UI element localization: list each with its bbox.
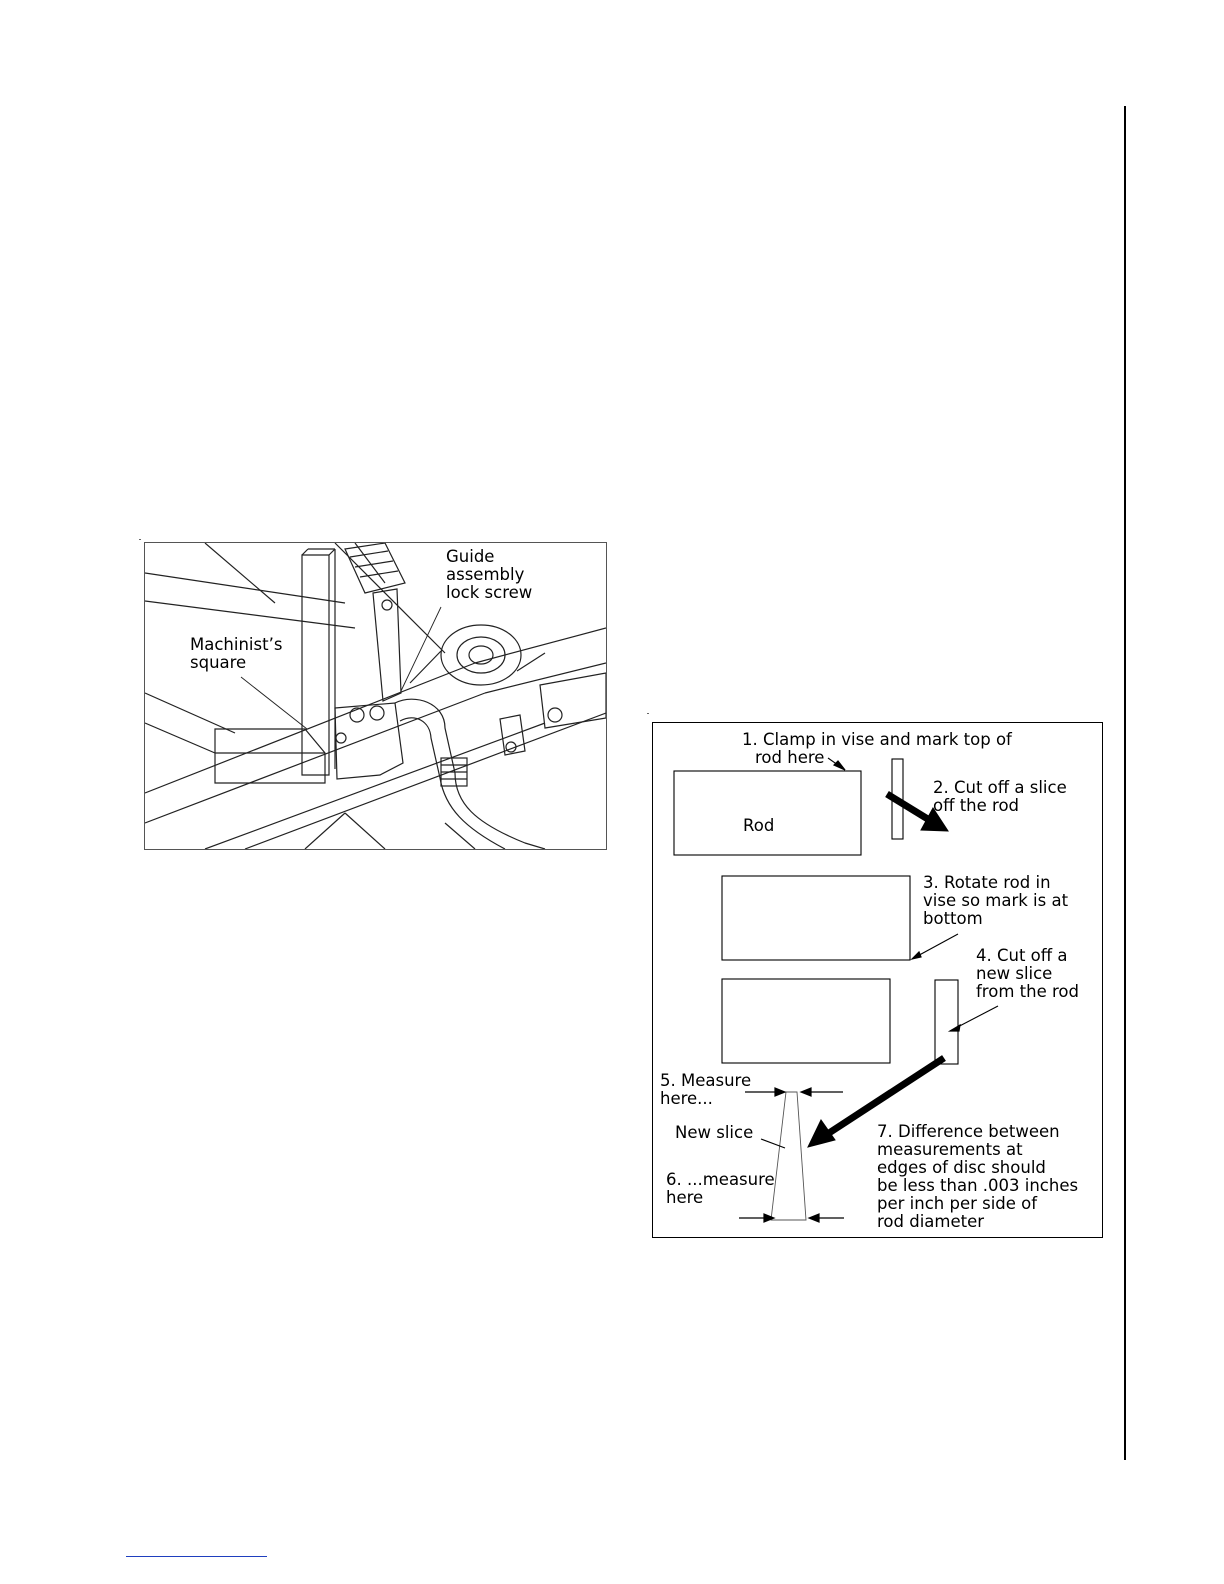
step7-line: rod diameter: [877, 1212, 985, 1231]
guide-label-line: lock screw: [446, 583, 533, 602]
rod-label: Rod: [743, 816, 775, 835]
new-slice-label: New slice: [675, 1123, 754, 1142]
step3-line: bottom: [923, 909, 983, 928]
step5-line: here...: [660, 1089, 713, 1108]
step4-line: from the rod: [976, 982, 1079, 1001]
step3-line: vise so mark is at: [923, 891, 1069, 910]
new-slice-rectangle: [935, 980, 958, 1064]
step6-line: 6. ...measure: [666, 1170, 775, 1189]
figure-marker: [647, 713, 649, 714]
step7-line: be less than .003 inches: [877, 1176, 1079, 1195]
guide-label-line: Guide: [446, 547, 495, 566]
step7-line: edges of disc should: [877, 1158, 1046, 1177]
square-label-line: Machinist’s: [190, 635, 283, 654]
guide-assembly-figure: [144, 542, 607, 850]
rod-squareness-diagram: [653, 723, 1102, 1237]
step2-line: off the rod: [933, 796, 1020, 815]
step6-line: here: [666, 1188, 704, 1207]
right-margin-rule: [1124, 106, 1126, 1460]
rotated-rod-rectangle: [722, 876, 910, 960]
rod-rectangle: [674, 771, 861, 855]
step7-line: per inch per side of: [877, 1194, 1038, 1213]
step4-line: 4. Cut off a: [976, 946, 1068, 965]
rod-squareness-figure: [652, 722, 1103, 1238]
guide-label-line: assembly: [446, 565, 525, 584]
step3-line: 3. Rotate rod in: [923, 873, 1051, 892]
step4-line: new slice: [976, 964, 1053, 983]
guide-assembly-drawing: [145, 543, 606, 849]
step1-line: rod here: [755, 748, 825, 767]
square-label-line: square: [190, 653, 247, 672]
tapered-slice: [771, 1092, 806, 1220]
step5-line: 5. Measure: [660, 1071, 752, 1090]
step7-line: 7. Difference between: [877, 1122, 1060, 1141]
step1-line: 1. Clamp in vise and mark top of: [742, 730, 1012, 749]
step2-line: 2. Cut off a slice: [933, 778, 1067, 797]
step7-line: measurements at: [877, 1140, 1023, 1159]
footer-link-underline[interactable]: [126, 1556, 267, 1557]
rod-rectangle-3: [722, 979, 890, 1063]
figure-marker: [139, 539, 141, 540]
